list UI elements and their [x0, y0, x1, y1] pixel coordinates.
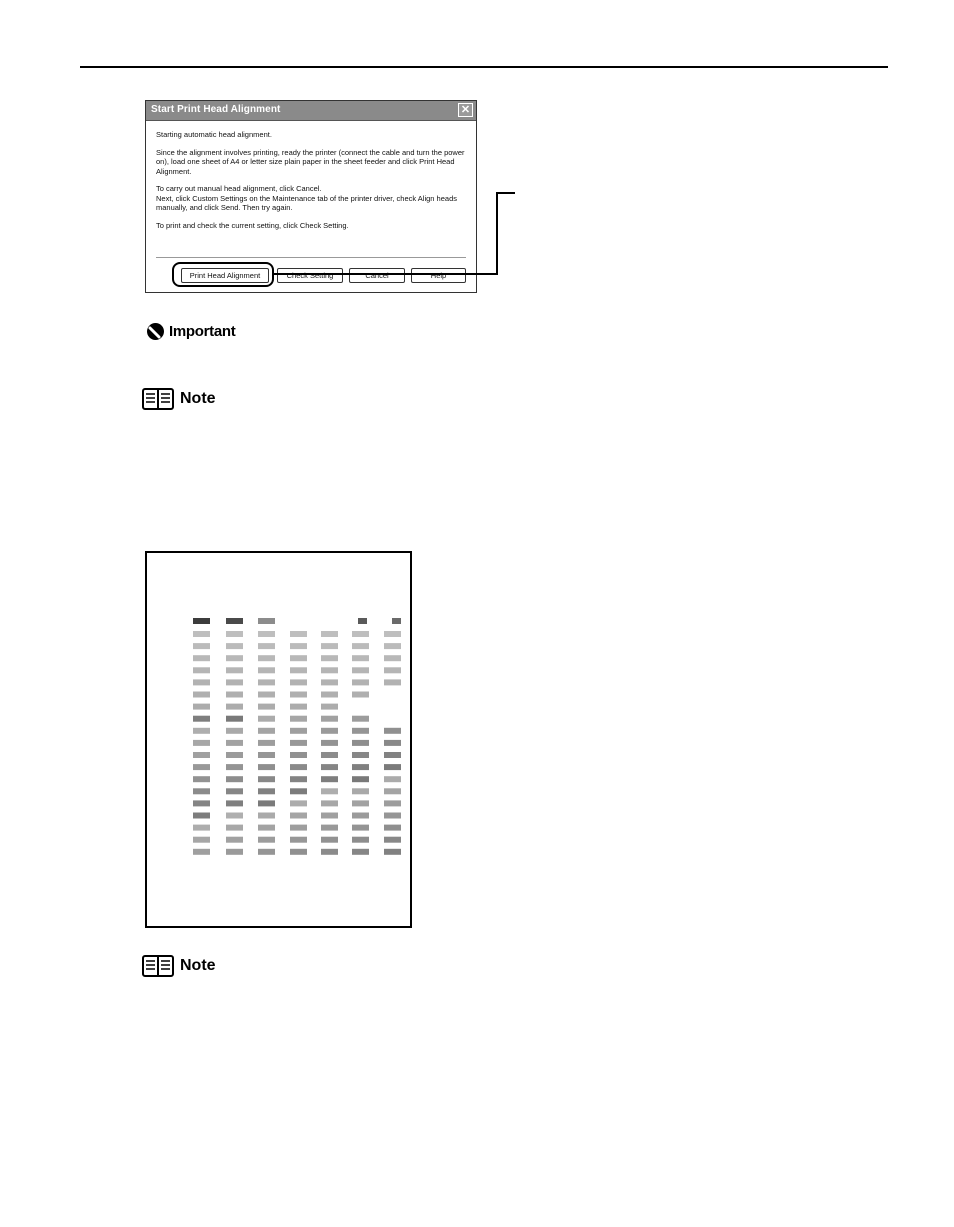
- pattern-block: [290, 788, 307, 794]
- pattern-block: [226, 643, 243, 649]
- pattern-block: [352, 679, 369, 685]
- pattern-block: [193, 837, 210, 843]
- pattern-block: [384, 752, 401, 758]
- important-label: Important: [169, 322, 236, 340]
- pattern-top-block: [226, 618, 243, 624]
- pattern-block: [258, 752, 275, 758]
- pattern-block: [321, 692, 338, 698]
- pattern-block: [352, 643, 369, 649]
- pattern-block: [258, 825, 275, 831]
- pattern-block: [321, 716, 338, 722]
- close-icon[interactable]: ✕: [458, 103, 473, 117]
- dialog-text-instructions: Since the alignment involves printing, ready the printer (connect the cable and turn the power on), load one sheet of A4 or letter size plain paper in the sheet feeder and click Print Head Alignment.: [156, 147, 465, 176]
- note-heading-2: [142, 955, 216, 977]
- book-icon: [142, 388, 174, 410]
- pattern-block: [321, 728, 338, 734]
- pattern-block: [384, 788, 401, 794]
- pattern-block: [352, 776, 369, 782]
- pattern-block: [290, 728, 307, 734]
- pattern-block: [321, 631, 338, 637]
- pattern-block: [258, 655, 275, 661]
- pattern-block: [321, 800, 338, 806]
- pattern-block: [352, 716, 369, 722]
- pattern-block: [352, 655, 369, 661]
- callout-line: [0, 0, 954, 400]
- pattern-block: [384, 740, 401, 746]
- pattern-block: [290, 740, 307, 746]
- pattern-block: [290, 692, 307, 698]
- pattern-block: [226, 776, 243, 782]
- dialog-title: Start Print Head Alignment: [151, 104, 281, 115]
- pattern-block: [226, 704, 243, 710]
- pattern-block: [226, 740, 243, 746]
- cancel-button[interactable]: Cancel: [349, 268, 405, 283]
- pattern-block: [290, 679, 307, 685]
- pattern-top-block: [193, 618, 210, 624]
- pattern-block: [258, 849, 275, 855]
- pattern-block: [193, 716, 210, 722]
- pattern-block: [384, 837, 401, 843]
- pattern-block: [193, 679, 210, 685]
- pattern-block: [321, 813, 338, 819]
- alignment-pattern: [147, 553, 410, 926]
- pattern-block: [258, 643, 275, 649]
- pattern-block: [352, 813, 369, 819]
- pattern-block: [226, 728, 243, 734]
- pattern-block: [290, 716, 307, 722]
- pattern-block: [352, 825, 369, 831]
- pattern-block: [193, 813, 210, 819]
- pattern-block: [226, 800, 243, 806]
- book-icon: [142, 955, 174, 977]
- pattern-block: [193, 740, 210, 746]
- pattern-top-block: [358, 618, 367, 624]
- pattern-block: [193, 788, 210, 794]
- pattern-block: [258, 716, 275, 722]
- pattern-block: [258, 631, 275, 637]
- pattern-block: [290, 837, 307, 843]
- pattern-block: [384, 679, 401, 685]
- pattern-block: [352, 849, 369, 855]
- pattern-block: [193, 849, 210, 855]
- pattern-block: [290, 655, 307, 661]
- pattern-block: [290, 643, 307, 649]
- pattern-top-block: [258, 618, 275, 624]
- pattern-block: [352, 752, 369, 758]
- pattern-block: [226, 692, 243, 698]
- dialog-text-manual: To carry out manual head alignment, click Cancel. Next, click Custom Settings on the Maintenance tab of the printer driver, check Align heads manually, and click Send. Then try again.: [156, 184, 457, 212]
- pattern-block: [352, 788, 369, 794]
- pattern-top-block: [392, 618, 401, 624]
- pattern-block: [290, 776, 307, 782]
- help-button[interactable]: Help: [411, 268, 466, 283]
- pattern-block: [258, 813, 275, 819]
- print-head-alignment-button[interactable]: Print Head Alignment: [181, 268, 269, 283]
- pattern-block: [384, 667, 401, 673]
- pattern-block: [352, 740, 369, 746]
- pattern-block: [352, 667, 369, 673]
- pattern-block: [258, 776, 275, 782]
- pattern-block: [226, 716, 243, 722]
- pattern-block: [226, 667, 243, 673]
- pattern-block: [193, 655, 210, 661]
- pattern-block: [290, 800, 307, 806]
- pattern-block: [193, 643, 210, 649]
- pattern-block: [258, 764, 275, 770]
- pattern-block: [384, 813, 401, 819]
- pattern-block: [352, 631, 369, 637]
- pattern-block: [258, 800, 275, 806]
- pattern-block: [352, 728, 369, 734]
- pattern-block: [290, 631, 307, 637]
- pattern-block: [193, 631, 210, 637]
- alignment-pattern-sheet: [145, 551, 412, 928]
- dialog-text-intro: Starting automatic head alignment.: [156, 130, 272, 139]
- pattern-block: [321, 679, 338, 685]
- pattern-block: [193, 800, 210, 806]
- note-heading-1: [142, 388, 216, 410]
- pattern-block: [384, 800, 401, 806]
- pattern-block: [384, 655, 401, 661]
- pattern-block: [321, 643, 338, 649]
- pattern-block: [193, 728, 210, 734]
- dialog-text-check: To print and check the current setting, click Check Setting.: [156, 220, 349, 230]
- pattern-block: [193, 764, 210, 770]
- pattern-block: [384, 776, 401, 782]
- pattern-block: [321, 704, 338, 710]
- pattern-block: [193, 752, 210, 758]
- pattern-block: [290, 752, 307, 758]
- pattern-block: [258, 692, 275, 698]
- pattern-block: [258, 788, 275, 794]
- pattern-block: [352, 764, 369, 770]
- pattern-block: [290, 813, 307, 819]
- pattern-block: [193, 667, 210, 673]
- pattern-block: [290, 704, 307, 710]
- no-entry-icon: [146, 322, 165, 341]
- note-label-1: Note: [180, 390, 216, 407]
- pattern-block: [258, 728, 275, 734]
- pattern-block: [226, 837, 243, 843]
- pattern-block: [226, 849, 243, 855]
- pattern-block: [352, 800, 369, 806]
- pattern-block: [352, 692, 369, 698]
- pattern-block: [258, 740, 275, 746]
- pattern-block: [321, 764, 338, 770]
- pattern-block: [258, 704, 275, 710]
- pattern-block: [290, 667, 307, 673]
- pattern-block: [258, 679, 275, 685]
- pattern-block: [226, 679, 243, 685]
- pattern-block: [258, 667, 275, 673]
- pattern-block: [321, 849, 338, 855]
- pattern-block: [384, 643, 401, 649]
- pattern-block: [321, 667, 338, 673]
- important-heading: [146, 320, 235, 342]
- pattern-block: [226, 631, 243, 637]
- pattern-block: [321, 740, 338, 746]
- pattern-block: [193, 692, 210, 698]
- pattern-block: [321, 655, 338, 661]
- pattern-block: [226, 764, 243, 770]
- pattern-block: [226, 825, 243, 831]
- pattern-block: [193, 776, 210, 782]
- pattern-block: [226, 655, 243, 661]
- pattern-block: [384, 728, 401, 734]
- pattern-block: [321, 776, 338, 782]
- pattern-block: [321, 825, 338, 831]
- pattern-block: [226, 813, 243, 819]
- pattern-block: [384, 631, 401, 637]
- pattern-block: [226, 788, 243, 794]
- pattern-block: [321, 837, 338, 843]
- pattern-block: [226, 752, 243, 758]
- pattern-block: [290, 849, 307, 855]
- note-label-2: Note: [180, 957, 216, 974]
- pattern-block: [384, 825, 401, 831]
- pattern-block: [384, 764, 401, 770]
- pattern-block: [193, 704, 210, 710]
- pattern-block: [290, 764, 307, 770]
- pattern-block: [384, 849, 401, 855]
- pattern-block: [321, 752, 338, 758]
- pattern-block: [321, 788, 338, 794]
- pattern-block: [352, 837, 369, 843]
- pattern-block: [258, 837, 275, 843]
- pattern-block: [290, 825, 307, 831]
- check-setting-button[interactable]: Check Setting: [277, 268, 343, 283]
- pattern-block: [193, 825, 210, 831]
